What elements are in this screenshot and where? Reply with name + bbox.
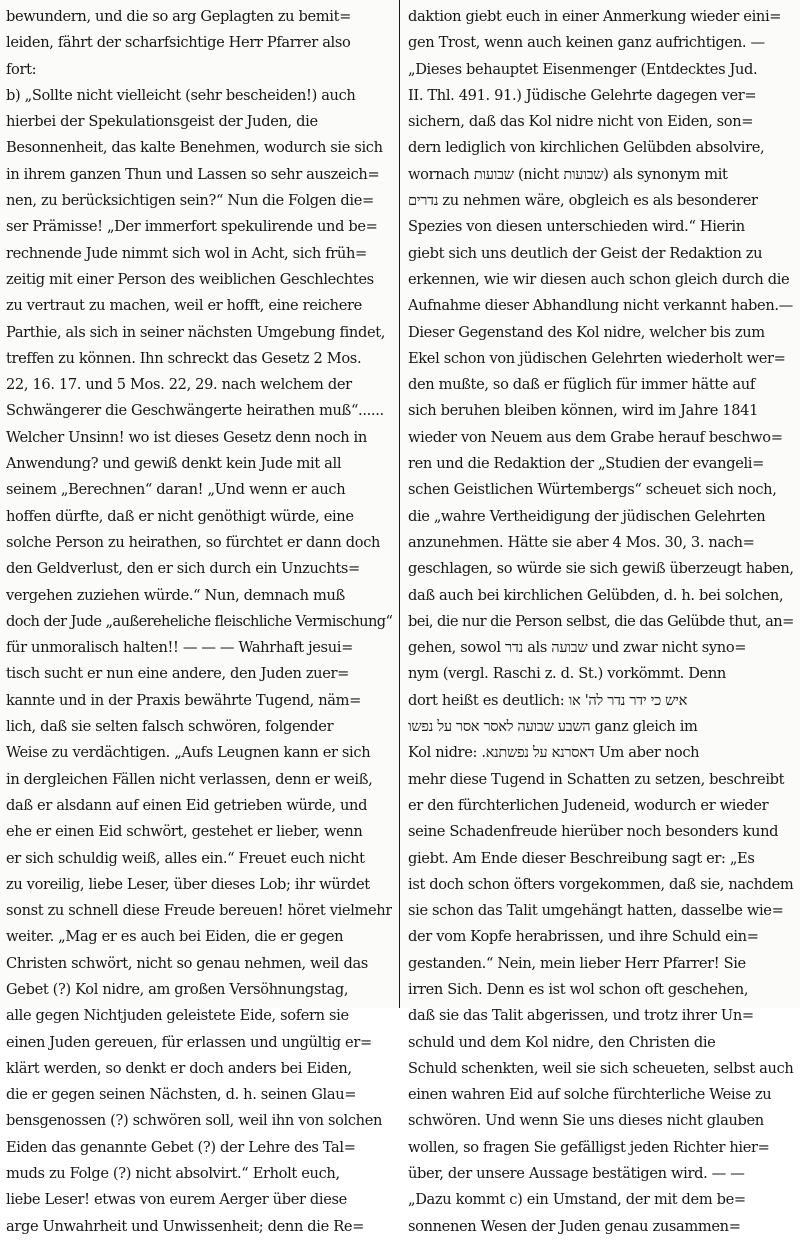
text-line: השבע שבועה לאסר אסר על נפשו ganz gleich im (408, 718, 698, 736)
text-line: „Dieses behauptet Eisenmenger (Entdecktes Jud. (408, 60, 758, 78)
text-line: Aufnahme dieser Abhandlung nicht verkannt haben.— (408, 297, 793, 315)
text-line: II. Thl. 491. 91.) Jüdische Gelehrte dagegen ver= (408, 86, 757, 104)
text-line: hoffen dürfte, daß er nicht genöthigt würde, eine (6, 507, 354, 525)
text-line: gestanden.“ Nein, mein lieber Herr Pfarrer! Sie (408, 954, 746, 972)
text-line: sie schon das Talit umgehängt hatten, dasselbe wie= (408, 902, 784, 920)
text-line: bensgenossen (?) schwören soll, weil ihn von solchen (6, 1112, 383, 1130)
column-divider (399, 0, 400, 1008)
text-line: treffen zu können. Ihn schreckt das Gesetz 2 Mos. (6, 349, 362, 367)
text-line: arge Unwahrheit und Unwissenheit; denn die Re= (6, 1217, 364, 1235)
text-line: leiden, fährt der scharfsichtige Herr Pfarrer also (6, 34, 351, 52)
text-line: gen Trost, wenn auch keinen ganz aufrichtigen. — (408, 34, 765, 52)
text-line: seine Schadenfreude hierüber noch besonders kund (408, 823, 779, 841)
text-line: nen, zu berücksichtigen sein?“ Nun die Folgen die= (6, 192, 374, 210)
text-line: Schwängerer die Geschwängerte heirathen muß“...... (6, 402, 384, 420)
text-line: schwören. Und wenn Sie uns dieses nicht glauben (408, 1112, 764, 1130)
text-line: die „wahre Vertheidigung der jüdischen Gelehrten (408, 507, 766, 525)
text-line: schuld und dem Kol nidre, den Christen die (408, 1033, 716, 1051)
text-line: tisch sucht er nun eine andere, den Juden zuer= (6, 665, 349, 683)
text-line: klärt werden, so denkt er doch anders bei Eiden, (6, 1059, 352, 1077)
text-line: 22, 16. 17. und 5 Mos. 22, 29. nach welchem der (6, 376, 352, 394)
text-line: „Dazu kommt c) ein Umstand, der mit dem be= (408, 1191, 746, 1209)
text-line: Ekel schon von jüdischen Gelehrten wiederholt wer= (408, 349, 786, 367)
text-line: einen Juden gereuen, für erlassen und ungültig er= (6, 1033, 372, 1051)
text-line: Christen schwört, nicht so genau nehmen, weil das (6, 954, 368, 972)
text-line: er sich schuldig weiß, alles ein.“ Freuet euch nicht (6, 849, 365, 867)
text-line: giebt sich uns deutlich der Geist der Redaktion zu (408, 244, 763, 262)
text-line: in dergleichen Fällen nicht verlassen, denn er weiß, (6, 770, 373, 788)
text-line: Schuld schenkten, weil sie sich scheueten, selbst auch (408, 1059, 794, 1077)
text-line: wieder von Neuem aus dem Grabe herauf beschwo= (408, 428, 783, 446)
text-line: lich, daß sie selten falsch schwören, folgender (6, 718, 334, 736)
text-line: ist doch schon öfters vorgekommen, daß sie, nachdem (408, 875, 794, 893)
text-line: wollen, so fragen Sie gefälligst jeden Richter hier= (408, 1138, 770, 1156)
text-line: den mußte, so daß er füglich für immer hätte auf (408, 376, 755, 394)
text-line: schen Geistlichen Würtembergs“ scheuet sich noch, (408, 481, 777, 499)
text-line: über, der unsere Aussage bestätigen wird. — — (408, 1165, 745, 1183)
text-line: nym (vergl. Raschi z. d. St.) vorkömmt. Denn (408, 665, 726, 683)
text-line: ren und die Redaktion der „Studien der evangeli= (408, 455, 764, 473)
text-line: dort heißt es deutlich: איש כי ידר נדר לה' או (408, 691, 688, 709)
text-line: zu vertraut zu machen, weil er hofft, eine reichere (6, 297, 362, 315)
text-line: zu voreilig, liebe Leser, über dieses Lob; ihr würdet (6, 875, 370, 893)
text-line: einen wahren Eid auf solche fürchterliche Weise zu (408, 1086, 772, 1104)
text-line: ehe er einen Eid schwört, gestehet er lieber, wenn (6, 823, 363, 841)
text-line: mehr diese Tugend in Schatten zu setzen, beschreibt (408, 770, 785, 788)
text-line: daktion giebt euch in einer Anmerkung wieder eini= (408, 8, 782, 25)
text-line: Eiden das genannte Gebet (?) der Lehre des Tal= (6, 1138, 356, 1156)
text-line: נדרים zu nehmen wäre, obgleich es als besonderer (408, 192, 758, 210)
text-line: bei, die nur die Person selbst, die das Gelübde thut, an= (408, 612, 794, 630)
text-line: Anwendung? und gewiß denkt kein Jude mit all (6, 455, 342, 473)
text-line: bewundern, und die so arg Geplagten zu bemit= (6, 8, 351, 25)
text-line: geschlagen, so würde sie sich gewiß überzeugt haben, (408, 560, 794, 578)
text-line: liebe Leser! etwas von eurem Aerger über diese (6, 1191, 347, 1209)
text-line: vergehen zuziehen würde.“ Nun, demnach muß (6, 586, 345, 604)
text-line: daß sie das Talit abgerissen, und trotz ihrer Un= (408, 1007, 754, 1025)
text-line: daß er alsdann auf einen Eid getrieben würde, und (6, 796, 368, 814)
text-line: in ihrem ganzen Thun und Lassen so sehr auszeich= (6, 165, 380, 183)
text-line: wornach שבועות (nicht שבועות) als synonym mit (408, 165, 728, 183)
text-line: doch der Jude „außereheliche fleischliche Vermischung“ (6, 612, 392, 630)
text-line: zeitig mit einer Person des weiblichen Geschlechtes (6, 270, 374, 288)
text-line: dern lediglich von kirchlichen Gelübden absolvire, (408, 139, 765, 157)
text-line: fort: (6, 60, 37, 78)
text-line: erkennen, wie wir diesen auch schon gleich durch die (408, 270, 790, 288)
text-line: ser Prämisse! „Der immerfort spekulirende und be= (6, 218, 378, 236)
text-line: den Geldverlust, den er sich durch ein Unzuchts= (6, 560, 360, 578)
text-line: weiter. „Mag er es auch bei Eiden, die er gegen (6, 928, 344, 946)
text-line: giebt. Am Ende dieser Beschreibung sagt er: „Es (408, 849, 755, 867)
text-line: er den fürchterlichen Judeneid, wodurch er wieder (408, 796, 769, 814)
text-line: rechnende Jude nimmt sich wol in Acht, sich früh= (6, 244, 367, 262)
text-line: Gebet (?) Kol nidre, am großen Versöhnungstag, (6, 980, 349, 998)
text-line: irren Sich. Denn es ist wol schon oft geschehen, (408, 980, 749, 998)
text-line: Parthie, als sich in seiner nächsten Umgebung findet, (6, 323, 386, 341)
text-line: sonst zu schnell diese Freude bereuen! höret vielmehr (6, 902, 392, 920)
left-column (6, 4, 392, 1240)
text-line: anzunehmen. Hätte sie aber 4 Mos. 30, 3. nach= (408, 533, 755, 551)
text-line: hierbei der Spekulationsgeist der Juden, die (6, 113, 318, 131)
text-line: seinem „Berechnen“ daran! „Und wenn er auch (6, 481, 346, 499)
text-line: kannte und in der Praxis bewährte Tugend, näm= (6, 691, 361, 709)
text-line: Besonnenheit, das kalte Benehmen, wodurch sie sich (6, 139, 383, 157)
text-line: sichern, daß das Kol nidre nicht von Eiden, son= (408, 113, 754, 131)
text-line: alle gegen Nichtjuden geleistete Eide, sofern sie (6, 1007, 349, 1025)
text-line: sich beruhen bleiben können, wird im Jahre 1841 (408, 402, 759, 420)
text-line: der vom Kopfe herabrissen, und ihre Schuld ein= (408, 928, 759, 946)
text-line: b) „Sollte nicht vielleicht (sehr bescheiden!) auch (6, 86, 356, 104)
text-line: die er gegen seinen Nächsten, d. h. seinen Glau= (6, 1086, 357, 1104)
text-line: sonnenen Wesen der Juden genau zusammen= (408, 1217, 741, 1235)
text-line: Weise zu verdächtigen. „Aufs Leugnen kann er sich (6, 744, 371, 762)
text-line: Spezies von diesen unterschieden wird.“ Hierin (408, 218, 745, 236)
text-line: daß auch bei kirchlichen Gelübden, d. h. bei solchen, (408, 586, 784, 604)
text-line: gehen, sowol נדר als שבועה und zwar nicht syno= (408, 639, 747, 657)
text-line: solche Person zu heirathen, so fürchtet er dann doch (6, 533, 381, 551)
text-line: muds zu Folge (?) nicht absolvirt.“ Erholt euch, (6, 1165, 340, 1183)
text-line: Kol nidre: .דאסרנא על נפשתנא Um aber noch (408, 744, 700, 762)
text-line: Welcher Unsinn! wo ist dieses Gesetz denn noch in (6, 428, 367, 446)
text-line: für unmoralisch halten!! — — — Wahrhaft jesui= (6, 639, 353, 657)
text-line: Dieser Gegenstand des Kol nidre, welcher bis zum (408, 323, 765, 341)
right-column (408, 4, 794, 1240)
